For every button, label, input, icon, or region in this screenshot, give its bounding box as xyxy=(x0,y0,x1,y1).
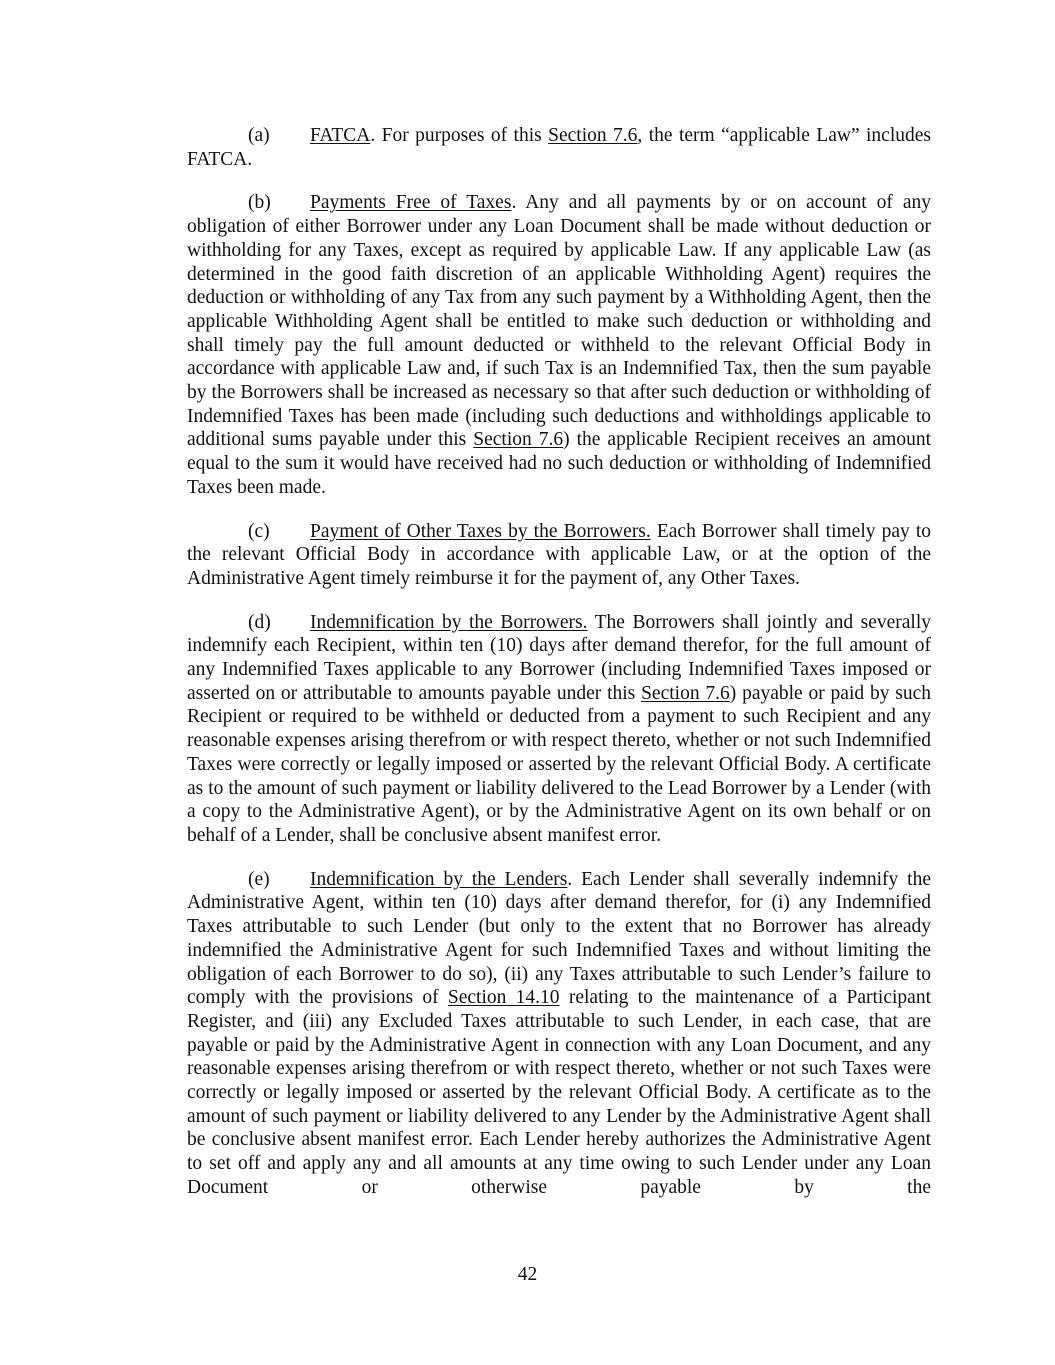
page-number: 42 xyxy=(517,1264,538,1285)
heading-period: . xyxy=(511,192,517,214)
paragraph-heading: Indemnification by the Lenders xyxy=(310,868,568,890)
document-body xyxy=(187,124,931,1220)
section-reference: Section 7.6 xyxy=(548,125,638,146)
paragraph-e xyxy=(187,868,931,1200)
paragraph-d xyxy=(187,611,931,848)
paragraph-b xyxy=(187,191,931,499)
paragraph-a xyxy=(187,124,931,171)
paragraph-heading: Payments Free of Taxes xyxy=(310,192,512,214)
paragraph-heading: Indemnification by the Borrowers. xyxy=(310,611,588,633)
paragraph-text: The Borrowers shall jointly and severally indemnify each Recipient, within ten (10) days after demand therefor, for the full amount of any Indemnified Taxes applicable to any Borrower (including Indemnified Taxes imposed or asserted on or attributable to amounts payable under this xyxy=(187,611,931,704)
heading-period: . xyxy=(370,125,376,146)
paragraph-c xyxy=(187,520,931,591)
paragraph-heading: Payment of Other Taxes by the Borrowers. xyxy=(310,520,651,542)
paragraph-number: (d) xyxy=(248,611,271,633)
paragraph-text: relating to the maintenance of a Participant Register, and (iii) any Excluded Taxes attributable to such Lender, in each case, that are payable or paid by the Administrative Agent in connection with any Loan Document, and any reasonable expenses arising therefrom or with respect thereto, whether or not such Taxes were correctly or legally imposed or asserted by the relevant Official Body. A certificate as to the amount of such payment or liability delivered to any Lender by the Administrative Agent shall be conclusive absent manifest error. Each Lender hereby authorizes the Administrative Agent to set off and apply any and all amounts at any time owing to such Lender under any Loan Document or otherwise payable by the xyxy=(187,987,931,1198)
section-reference: Section 14.10 xyxy=(447,987,560,1009)
paragraph-text: ) payable or paid by such Recipient or required to be withheld or deducted from a payment to such Recipient and any reasonable expenses arising therefrom or with respect thereto, whether or not such Indemnified Taxes were correctly or legally imposed or asserted by the relevant Official Body. A certificate as to the amount of such payment or liability delivered to the Lead Borrower by a Lender (with a copy to the Administrative Agent), or by the Administrative Agent on its own behalf or on behalf of a Lender, shall be conclusive absent manifest error. xyxy=(187,682,931,846)
paragraph-number: (e) xyxy=(248,868,270,890)
paragraph-number: (a) xyxy=(248,125,270,146)
paragraph-number: (b) xyxy=(248,192,271,214)
heading-period: . xyxy=(567,868,573,890)
paragraph-text: ) the applicable Recipient receives an amount equal to the sum it would have received had no such deduction or withholding of Indemnified Taxes been made. xyxy=(187,429,931,498)
paragraph-text: , the term “applicable Law” includes FATCA. xyxy=(187,125,932,170)
paragraph-heading: FATCA xyxy=(310,125,371,146)
paragraph-text: Each Lender shall severally indemnify the Administrative Agent, within ten (10) days after demand therefor, for (i) any Indemnified Taxes attributable to such Lender (but only to the extent that no Borrower has already indemnified the Administrative Agent for such Indemnified Taxes and without limiting the obligation of each Borrower to do so), (ii) any Taxes attributable to such Lender’s failure to comply with the provisions of xyxy=(187,868,932,1009)
paragraph-text: Each Borrower shall timely pay to the relevant Official Body in accordance with applicable Law, or at the option of the Administrative Agent timely reimburse it for the payment of, any Other Taxes. xyxy=(187,520,931,589)
section-reference: Section 7.6 xyxy=(641,682,730,704)
paragraph-text: For purposes of this xyxy=(375,125,549,146)
paragraph-text: Any and all payments by or on account of any obligation of either Borrower under any Loan Document shall be made without deduction or withholding for any Taxes, except as required by applicable Law. If any applicable Law (as determined in the good faith discretion of an applicable Withholding Agent) requires the deduction or withholding of any Tax from any such payment by a Withholding Agent, then the applicable Withholding Agent shall be entitled to make such deduction or withholding and shall timely pay the full amount deducted or withheld to the relevant Official Body in accordance with applicable Law and, if such Tax is an Indemnified Tax, then the sum payable by the Borrowers shall be increased as necessary so that after such deduction or withholding of Indemnified Taxes has been made (including such deductions and withholdings applicable to additional sums payable under this xyxy=(187,192,931,451)
section-reference: Section 7.6 xyxy=(473,429,564,451)
paragraph-number: (c) xyxy=(248,520,270,542)
